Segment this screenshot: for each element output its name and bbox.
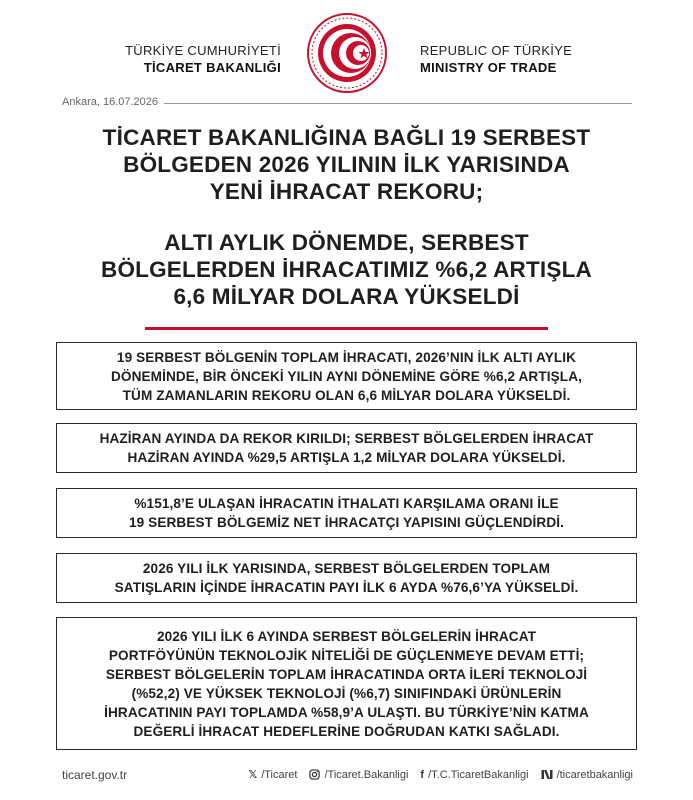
x-icon: 𝕏 bbox=[248, 769, 258, 781]
press-date: Ankara, 16.07.2026 bbox=[62, 96, 164, 108]
headline-line: BÖLGEDEN 2026 YILININ İLK YARISINDA bbox=[123, 152, 570, 177]
highlight-box-coverage-ratio bbox=[56, 488, 637, 538]
headline-line: TİCARET BAKANLIĞINA BAĞLI 19 SERBEST bbox=[102, 125, 591, 150]
box-line: 19 SERBEST BÖLGENİN TOPLAM İHRACATI, 2026’NIN İLK ALTI AYLIK bbox=[116, 349, 577, 365]
box-line: SERBEST BÖLGELERİN TOPLAM İHRACATINDA ORTA İLERİ TEKNOLOJİ bbox=[105, 666, 588, 682]
x-handle: /Ticaret bbox=[261, 768, 298, 781]
facebook-handle: /T.C.TicaretBakanligi bbox=[428, 768, 529, 781]
red-divider bbox=[145, 327, 548, 330]
social-links bbox=[248, 768, 633, 781]
ministry-en-line1: REPUBLIC OF TÜRKİYE bbox=[420, 43, 573, 58]
box-line: DEĞERLİ İHRACAT HEDEFLERİNE DOĞRUDAN KATKI SAĞLADI. bbox=[133, 723, 560, 739]
box-line: PORTFÖYÜNÜN TEKNOLOJİK NİTELİĞİ DE GÜÇLENMEYE DEVAM ETTİ; bbox=[108, 647, 585, 663]
instagram-handle: /Ticaret.Bakanligi bbox=[324, 768, 409, 781]
ministry-name-tr bbox=[125, 42, 281, 76]
box-line: (%52,2) VE YÜKSEK TEKNOLOJİ (%6,7) SINIFINDAKİ ÜRÜNLERİN bbox=[131, 685, 562, 701]
ministry-emblem-icon bbox=[306, 12, 388, 94]
box-line: HAZİRAN AYINDA %29,5 ARTIŞLA 1,2 MİLYAR DOLARA YÜKSELDİ. bbox=[127, 450, 566, 465]
headline-line: 6,6 MİLYAR DOLARA YÜKSELDİ bbox=[173, 284, 520, 309]
ministry-name-en bbox=[420, 42, 572, 76]
instagram-icon bbox=[309, 769, 320, 780]
highlight-box-export-share bbox=[56, 553, 637, 603]
highlight-box-june-record bbox=[56, 423, 637, 473]
sub-headline bbox=[40, 229, 653, 310]
box-line: SATIŞLARIN İÇİNDE İHRACATIN PAYI İLK 6 AYDA %76,6’YA YÜKSELDİ. bbox=[114, 580, 579, 595]
ministry-tr-line2: TİCARET BAKANLIĞI bbox=[143, 60, 281, 75]
box-line: 2026 YILI İLK YARISINDA, SERBEST BÖLGELERDEN TOPLAM bbox=[142, 561, 551, 576]
box-line: DÖNEMİNDE, BİR ÖNCEKİ YILIN AYNI DÖNEMİNE GÖRE %6,2 ARTIŞLA, bbox=[110, 368, 582, 384]
header bbox=[0, 12, 693, 102]
social-x[interactable] bbox=[248, 768, 297, 781]
ministry-tr-line1: TÜRKİYE CUMHURİYETİ bbox=[125, 43, 281, 58]
highlight-box-total-exports bbox=[56, 342, 637, 410]
highlight-box-technology bbox=[56, 617, 637, 750]
box-line: HAZİRAN AYINDA DA REKOR KIRILDI; SERBEST BÖLGELERDEN İHRACAT bbox=[99, 431, 594, 446]
headline-line: YENİ İHRACAT REKORU; bbox=[209, 179, 484, 204]
footer bbox=[0, 768, 693, 788]
social-facebook[interactable] bbox=[420, 768, 528, 781]
ministry-en-line2: MINISTRY OF TRADE bbox=[420, 60, 557, 75]
box-line: 2026 YILI İLK 6 AYINDA SERBEST BÖLGELERİN İHRACAT bbox=[156, 628, 537, 644]
box-line: İHRACATININ PAYI TOPLAMDA %58,9’A ULAŞTI. BU TÜRKİYE’NİN KATMA bbox=[104, 704, 589, 720]
social-instagram[interactable] bbox=[309, 768, 408, 781]
facebook-icon: f bbox=[420, 768, 425, 781]
date-row bbox=[62, 96, 632, 110]
website-link[interactable]: ticaret.gov.tr bbox=[62, 768, 128, 782]
box-line: TÜM ZAMANLARIN REKORU OLAN 6,6 MİLYAR DOLARA YÜKSELDİ. bbox=[122, 387, 571, 403]
nsosyal-handle: /ticaretbakanligi bbox=[556, 768, 633, 781]
box-line: 19 SERBEST BÖLGEMİZ NET İHRACATÇI YAPISINI GÜÇLENDİRDİ. bbox=[128, 515, 564, 530]
social-nsosyal[interactable] bbox=[541, 768, 633, 781]
headline-line: BÖLGELERDEN İHRACATIMIZ %6,2 ARTIŞLA bbox=[101, 257, 592, 282]
nsosyal-icon bbox=[541, 769, 553, 780]
box-line: %151,8’E ULAŞAN İHRACATIN İTHALATI KARŞILAMA ORANI İLE bbox=[134, 496, 559, 511]
headline-line: ALTI AYLIK DÖNEMDE, SERBEST bbox=[164, 230, 529, 255]
main-headline bbox=[40, 124, 653, 205]
